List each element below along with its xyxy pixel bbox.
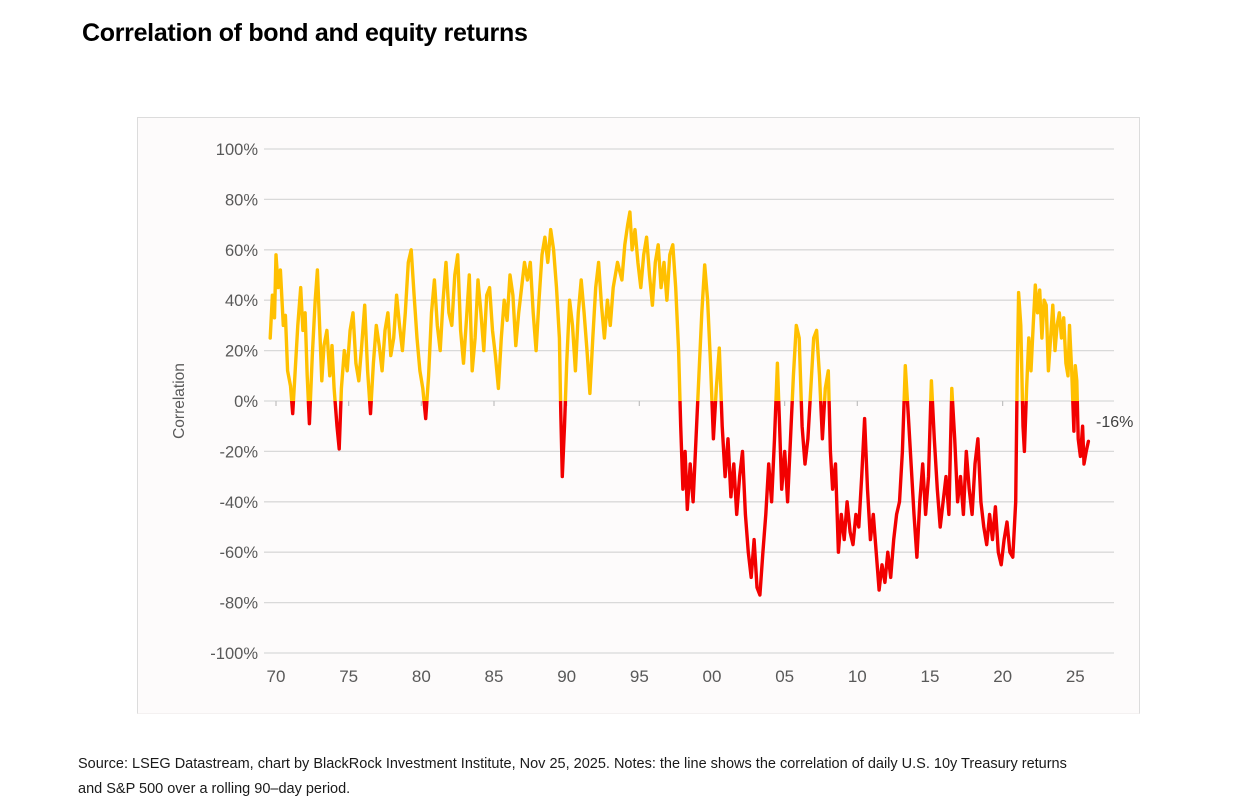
- x-axis-tick-label: 95: [629, 667, 649, 686]
- x-axis-tick-label: 75: [339, 667, 359, 686]
- y-axis-tick-label: 0%: [234, 393, 258, 411]
- y-axis-tick-label: -60%: [219, 544, 258, 563]
- x-axis-tick-label: 80: [411, 667, 431, 686]
- y-axis-tick-label: 40%: [224, 292, 258, 311]
- x-axis-tick-label: 70: [266, 667, 286, 686]
- y-axis-tick-label: 60%: [224, 241, 258, 260]
- page-title: Correlation of bond and equity returns: [82, 18, 528, 47]
- source-note-line2: and S&P 500 over a rolling 90–day period.: [78, 781, 351, 797]
- correlation-line-negative: [270, 212, 1088, 595]
- x-axis-tick-label: 05: [775, 667, 795, 686]
- x-axis-tick-label: 15: [920, 667, 940, 686]
- y-axis-tick-label: 80%: [224, 191, 258, 210]
- source-note-line1: Source: LSEG Datastream, chart by BlackRock Investment Institute, Nov 25, 2025. Notes: the line shows the correlation of daily U.S. 10y Treasury returns: [78, 756, 1067, 772]
- y-axis-tick-label: -100%: [210, 645, 258, 663]
- source-note: [78, 752, 1168, 802]
- x-axis-tick-label: 20: [993, 667, 1013, 686]
- y-axis-tick-label: -20%: [219, 443, 258, 462]
- end-value-annotation: -16%: [1096, 414, 1134, 431]
- y-axis-tick-label: 100%: [215, 141, 258, 159]
- correlation-chart: [137, 117, 1140, 714]
- y-axis-title: Correlation: [171, 363, 188, 439]
- x-axis-tick-label: 25: [1065, 667, 1085, 686]
- y-axis-tick-label: 20%: [224, 342, 258, 361]
- chart-svg: [138, 118, 1139, 713]
- y-axis-tick-label: -40%: [219, 493, 258, 512]
- x-axis-tick-label: 10: [847, 667, 867, 686]
- y-axis-tick-label: -80%: [219, 594, 258, 613]
- x-axis-tick-label: 90: [557, 667, 577, 686]
- chart-plot-area: [138, 118, 1139, 713]
- x-axis-tick-label: 00: [702, 667, 722, 686]
- x-axis-tick-label: 85: [484, 667, 504, 686]
